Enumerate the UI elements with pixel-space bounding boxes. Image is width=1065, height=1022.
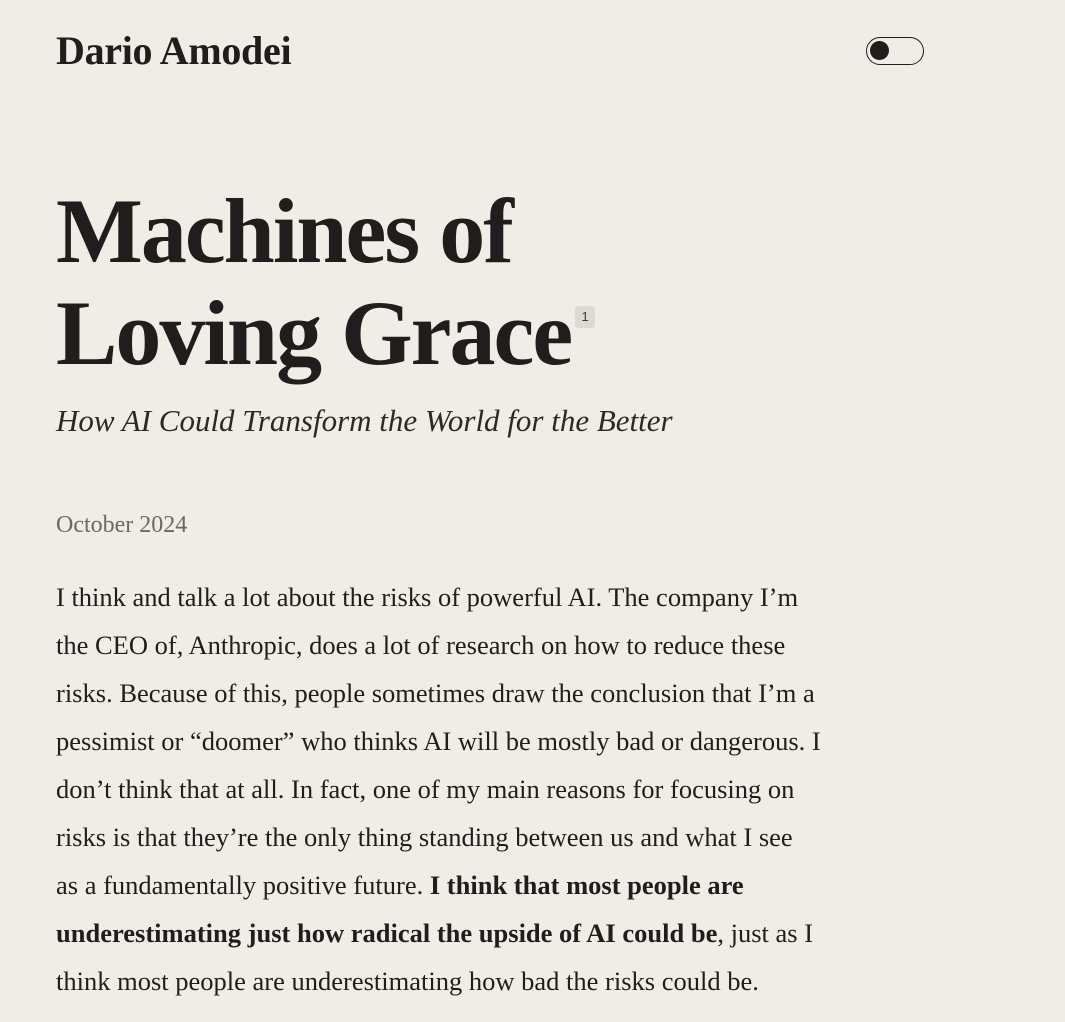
toggle-knob bbox=[870, 41, 889, 60]
title-line-2-text: Loving Grace bbox=[56, 282, 572, 384]
paragraph-line: I think and talk a lot about the risks of powerful AI. The company I’m bbox=[56, 582, 799, 612]
intro-paragraph bbox=[56, 573, 926, 1005]
footnote-marker[interactable]: 1 bbox=[575, 306, 595, 328]
paragraph-text: as a fundamentally positive future. bbox=[56, 870, 430, 900]
article-subtitle: How AI Could Transform the World for the Better bbox=[56, 403, 673, 438]
paragraph-line: risks is that they’re the only thing standing between us and what I see bbox=[56, 822, 793, 852]
paragraph-line: risks. Because of this, people sometimes draw the conclusion that I’m a bbox=[56, 678, 815, 708]
article-date: October 2024 bbox=[56, 512, 188, 538]
article-title bbox=[56, 180, 856, 384]
paragraph-line: pessimist or “doomer” who thinks AI will be mostly bad or dangerous. I bbox=[56, 726, 821, 756]
paragraph-line bbox=[56, 909, 926, 957]
paragraph-line: think most people are underestimating how bad the risks could be. bbox=[56, 966, 759, 996]
title-line-1: Machines of bbox=[56, 180, 512, 282]
paragraph-emphasis: underestimating just how radical the upside of AI could be bbox=[56, 918, 718, 948]
theme-toggle[interactable] bbox=[866, 37, 924, 65]
paragraph-line: don’t think that at all. In fact, one of my main reasons for focusing on bbox=[56, 774, 795, 804]
paragraph-text: , just as I bbox=[717, 918, 814, 948]
paragraph-line: the CEO of, Anthropic, does a lot of research on how to reduce these bbox=[56, 630, 786, 660]
title-line-2 bbox=[56, 282, 856, 384]
paragraph-emphasis: I think that most people are bbox=[429, 870, 744, 900]
site-name[interactable]: Dario Amodei bbox=[56, 28, 292, 73]
paragraph-line bbox=[56, 861, 926, 909]
